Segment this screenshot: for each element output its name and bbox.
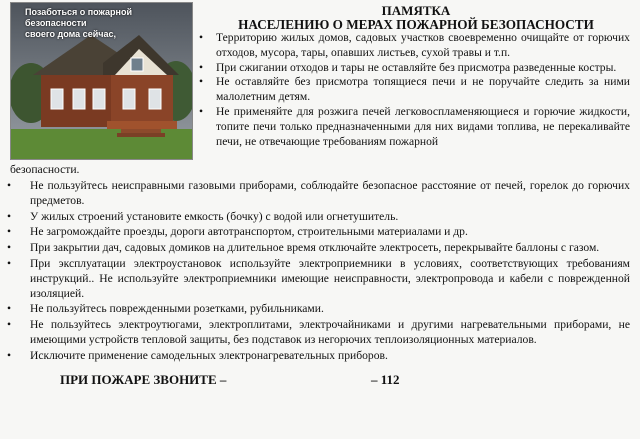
item-text-line: Территорию жилых домов, садовых участков своевременно очищайте от [216, 31, 584, 44]
bullet-icon: • [199, 31, 204, 44]
item-text-line: При закрытии дач, садовых домиков на длительное время отключайте электросеть, перекрывайте баллоны с [30, 241, 567, 255]
list-item [4, 349, 630, 364]
emergency-call-label: ПРИ ПОЖАРЕ ЗВОНИТЕ – [60, 372, 227, 387]
item-text-line: костры. [578, 60, 617, 74]
item-text-line: не имеющими устройств тепловой защиты, без подставок из негорючих теплоизоляционных материалов. [30, 318, 630, 346]
item-text-line: При эксплуатации электроустановок используйте электроприемники в условиях, соответствующих требованиям [30, 256, 630, 270]
item-text-line: инструкций.. Не используйте электроприемники имеющие неисправности, электропровода и кабели с [30, 271, 554, 285]
bullet-icon: • [7, 256, 12, 270]
item-text-line: горючих отходов, мусора, тары, опавших листьев, сухой травы и т.п. [216, 31, 630, 59]
item-text-line: Не загромождайте проезды, дороги автотранспортом, строительными материалами и др. [30, 225, 468, 239]
list-item [4, 241, 630, 256]
item-text-line: У жилых строений установите емкость (бочку) с водой или огнетушитель. [30, 209, 399, 223]
memo-subtitle: НАСЕЛЕНИЮ О МЕРАХ ПОЖАРНОЙ БЕЗОПАСНОСТИ [238, 17, 594, 32]
item-text-line: Исключите применение самодельных электронагревательных приборов. [30, 348, 388, 362]
item-text-line: газом. [568, 241, 600, 255]
bullet-icon: • [7, 241, 12, 255]
caption-line: своего дома сейчас, [25, 29, 116, 39]
list-item [196, 105, 630, 149]
list-item [4, 179, 630, 209]
item-text-line: Не пользуйтесь поврежденными розетками, рубильниками. [30, 302, 324, 316]
bullet-icon: • [7, 318, 12, 332]
right-bullet-list [196, 31, 630, 149]
memo-title: ПАМЯТКА [381, 3, 451, 18]
item-text-line: жидкости, топите печи только предназначенными для них видами топлива, [216, 104, 630, 133]
bullet-icon: • [199, 75, 204, 89]
item-text-line: не перекаливайте печи, не отвечающие требованиям пожарной [216, 119, 630, 148]
bullet-icon: • [7, 348, 12, 362]
list-item [4, 257, 630, 301]
list-item [4, 302, 630, 317]
bullet-icon: • [199, 104, 204, 118]
emergency-number: – 112 [371, 372, 400, 387]
list-item [196, 61, 630, 76]
bullet-icon: • [199, 60, 204, 74]
item-text-line: Не применяйте для розжига печей легковоспламеняющиеся и горючие [216, 104, 576, 118]
item-text-line: Не пользуйтесь электроутюгами, электроплитами, электрочайниками и другими нагревательными приборами, [30, 318, 612, 332]
bullet-icon: • [7, 209, 12, 223]
item-text-line: Не пользуйтесь неисправными газовыми приборами, соблюдайте безопасное расстояние от печей, горелок до [30, 179, 584, 192]
list-item [4, 210, 630, 225]
bullet-icon: • [7, 179, 12, 192]
house-illustration [10, 2, 193, 160]
list-item-continuation: безопасности. [10, 163, 80, 176]
list-item [4, 225, 630, 240]
bullet-icon: • [7, 302, 12, 316]
item-text-line: При сжигании отходов и тары не оставляйте без присмотра разведенные [216, 60, 576, 74]
list-item [196, 31, 630, 61]
item-text-line: поврежденной изоляцией. [30, 271, 630, 300]
image-caption [25, 7, 193, 40]
list-item [196, 75, 630, 105]
list-item [4, 318, 630, 348]
bullet-icon: • [7, 225, 12, 239]
item-text-line: горючих предметов. [30, 179, 630, 207]
item-text-line: Не оставляйте без присмотра топящиеся печи и не поручайте следить за [216, 75, 599, 89]
item-text-line: ними малолетним детям. [216, 75, 630, 104]
full-width-bullet-list [4, 179, 630, 365]
caption-line: Позаботься о пожарной безопасности [25, 7, 133, 28]
